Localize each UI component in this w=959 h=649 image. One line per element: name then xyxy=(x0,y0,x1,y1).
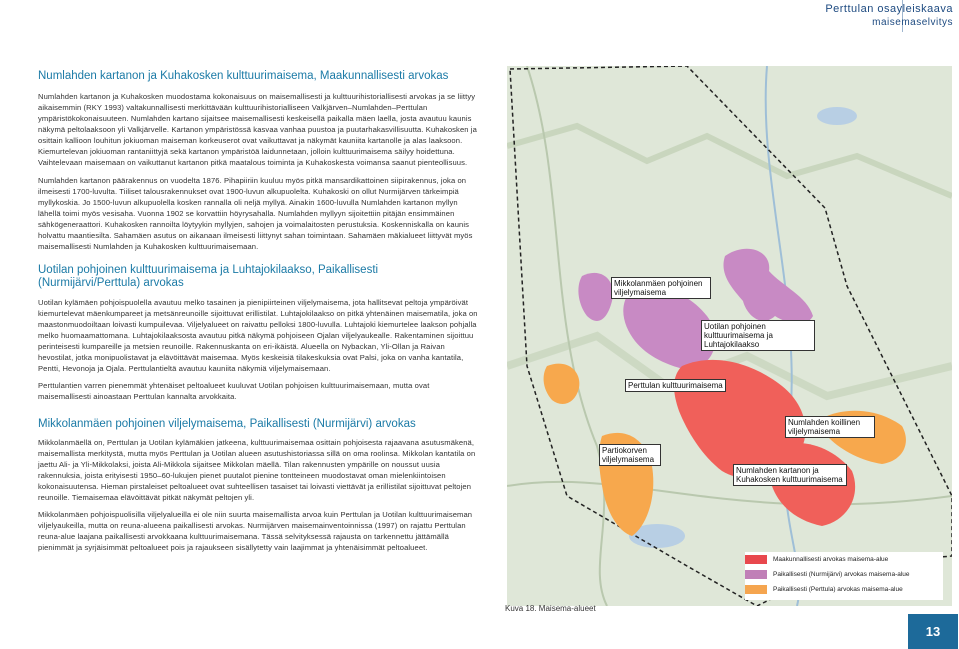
label-text: Partiokorven viljelymaisema xyxy=(602,446,655,464)
landscape-map xyxy=(507,66,952,606)
section-heading: Uotilan pohjoinen kulttuurimaisema ja Luhtajokilaakso, Paikallisesti (Nurmijärvi/Perttula) arvokas xyxy=(38,264,379,289)
legend-swatch-purple xyxy=(745,570,767,579)
label-text: Mikkolanmäen pohjoinen viljelymaisema xyxy=(614,279,703,297)
paragraph: Numlahden kartanon ja Kuhakosken muodostama kokonaisuus on maisemallisesti ja kulttuurihistoriallisesti arvokas ja se liittyy aikaisemmin (RKY 1993) valtakunnallisesti merkittävään kulttuurihistorialliseen Valkjärven–Numlahden–Perttulan ympäristökokonaisuuteen. Numlahden kartano sijaitsee maisemallisesti keskeisellä paikalla mäen laella, josta avautuu kaunis näkymä peltolaaksoon yli Valkjärvelle. Kartanon ympäristössä kasvaa vanhaa puustoa ja puutarhakasvillisuutta. Kuhakosken ja osittain kallioon louhitun jokiuoman maiseman korkeuserot ovat vaikuttavat ja näkymät kauniita kartanolle ja alas laaksoon. Kiemurtelevan jokiuoman rantaniittyjä sekä kartanon ympäristöä laidunnetaan, jolloin kulttuurimaisema säilyy hoidettuna. Vaihtelevaan maisemaan on vaikuttanut kartanon pitkä maatalous toiminta ja Kuhakoskesta voimansa saanut pienteollisuus. xyxy=(38,92,477,167)
section-numlahti xyxy=(38,70,478,252)
label-numlahti-northeast xyxy=(785,416,875,438)
lake xyxy=(817,107,857,125)
label-perttula xyxy=(625,379,726,392)
legend-label: Paikallisesti (Perttula) arvokas maisema-alue xyxy=(773,586,903,593)
paragraph: Mikkolanmäen pohjoispuolisilla viljelyalueilla ei ole niin suurta maisemallista arvoa kuin Perttulan ja Uotilan kulttuurimaiseman viljelyaukeilla, mutta on reuna-alueena paikallisesti arvokas. Nurmijärven maisemainventoinnissa (1997) on rajattu Perttulan reuna-alue laajana paikallisesti arvokkaana kulttuurimaisemana. Tässä selvityksessä rajausta on tarkennettu jättämällä pienimmät ja syrjäisimmät peltoalueet pois ja rajaukseen sisällytetty vain laajimmat ja yhtenäisimmät peltoalueet. xyxy=(38,510,473,552)
legend-swatch-red xyxy=(745,555,767,564)
section-uotila xyxy=(38,264,478,402)
label-mikkola xyxy=(611,277,711,299)
section-heading: Numlahden kartanon ja Kuhakosken kulttuurimaisema, Maakunnallisesti arvokas xyxy=(38,70,449,82)
label-numlahti-kartano xyxy=(733,464,847,486)
legend-label: Maakunnallisesti arvokas maisema-alue xyxy=(773,556,889,563)
header-subtitle: maisemaselvitys xyxy=(872,17,953,28)
running-header xyxy=(825,2,953,30)
map-legend xyxy=(745,552,943,600)
legend-row-perttula xyxy=(745,582,943,597)
label-text: Numlahden koillinen viljelymaisema xyxy=(788,418,861,436)
header-title: Perttulan osayleiskaava xyxy=(825,3,953,15)
figure-caption: Kuva 18. Maisema-alueet xyxy=(505,604,596,613)
legend-row-regional xyxy=(745,552,943,567)
label-text: Uotilan pohjoinen kulttuurimaisema ja Luhtajokilaakso xyxy=(704,322,773,349)
legend-row-nurmijarvi xyxy=(745,567,943,582)
label-text: Numlahden kartanon ja Kuhakosken kulttuurimaisema xyxy=(736,466,843,484)
paragraph: Numlahden kartanon päärakennus on vuodelta 1876. Pihapiiriin kuuluu myös pitkä mansardikattoinen siipirakennus, joka on ilmeisesti 1700-luvulta. Tiiliset talousrakennukset ovat 1900-luvun alkupuolelta. Kuhakoski on ollut Nurmijärven tärkeimpiä myllykoskia. Jo 1500-luvun alkupuolella kosken rannalla oli neljä myllyä. Ainakin 1600-luvulla Numlahden kartanon myllyn lähellä toimi myös vesisaha. Vuonna 1902 se korvattiin höyrysahalla. Numlahden myllyyn sijoitettiin pitäjän ensimmäinen sähkögeneraattori. Kuhakosken rannoilta löytyykin myllyjen, sahojen ja voimalaitosten perustuksia. Koskenniskalla on kaunis holvattu maantiesilta. Sahamäen asutus on aikanaan ilmeisesti liittynyt sahan toimintaan. Sahamäen mäkialueet liittyvät myös maisemallisesti Numlahden ja Kuhakosken kulttuurimaisemaan. xyxy=(38,176,473,251)
paragraph: Mikkolanmäellä on, Perttulan ja Uotilan kylämäkien jatkeena, kulttuurimaisemaa osittain pohjoisesta rajaavana asutusmäkenä, maisemallista merkitystä, mutta myös Perttulan ja Uotilan alueen asutushistoriassa sillä on oma roolinsa. Mikkolan kantatila on jaettu Ali- ja Yli-Mikkolaksi, joista Ali-Mikkola sijaitsee Mikkolan mäellä. Tilan rakennusten ympärille on noussut uusia rakennuksia, joista erityisesti 1950–60-lukujen pienet puutalot pienine tontteineen muodostavat oman mielenkiintoisen kokonaisuutensa. Hieman pirstaleiset peltoalueet ovat suhteellisen tasaiset tai loivasti viettävät ja erillistilat sijoittuvat peltojen reunoille. Tiemaisemaa elävöittävät pitkät näkymät peltojen yli. xyxy=(38,438,476,502)
label-uotila xyxy=(701,320,815,351)
label-partiokorpi xyxy=(599,444,661,466)
section-mikkola xyxy=(38,418,478,553)
section-heading: Mikkolanmäen pohjoinen viljelymaisema, Paikallisesti (Nurmijärvi) arvokas xyxy=(38,418,416,430)
legend-label: Paikallisesti (Nurmijärvi) arvokas maisema-alue xyxy=(773,571,910,578)
legend-swatch-orange xyxy=(745,585,767,594)
page-number: 13 xyxy=(908,614,958,649)
paragraph: Uotilan kylämäen pohjoispuolella avautuu melko tasainen ja pienipiirteinen viljelymaisema, jota hallitsevat peltoja ympäröivät kiemurtelevat mäenkumpareet ja metsänreunoille sijoittuvat erillistilat. Luhtajokilaakso on pitkä yhtenäinen maisematila, joka on maastonmuodoiltaan loivasti kumpuilevaa. Viljelyalueet on raivattu pelloksi 1800-luvulla. Luhtajoki kiemurtelee laakson pohjalla melko huomaamattomana. Luhtajokilaaksosta avautuu pitkä näkymä pohjoiseen Ojalan viljelyaukealle. Rakentaminen sijoittuu perinteisesti kumpareille ja metsien reunoille. Rakennuskanta on eri-ikäistä. Alueella on Nybackan, Yli-Ollan ja Raivan hevostilat, jotka monipuolistavat ja elävöittävät maisemaa. Myös keskeisiä tilakeskuksia ovat Palsi, joka on vanha kantatila, Pentti, Hevonoja ja Ojala. Perttulantieltä avautuu kauniita näkymiä viljelymaisemaan. xyxy=(38,298,478,373)
paragraph: Perttulantien varren pienemmät yhtenäiset peltoalueet kuuluvat Uotilan pohjoisen kulttuurimaisemaan, mutta ovat maisemallisesti ainoastaan Perttulan kannalta arvokkaita. xyxy=(38,381,430,401)
label-text: Perttulan kulttuurimaisema xyxy=(628,381,723,390)
